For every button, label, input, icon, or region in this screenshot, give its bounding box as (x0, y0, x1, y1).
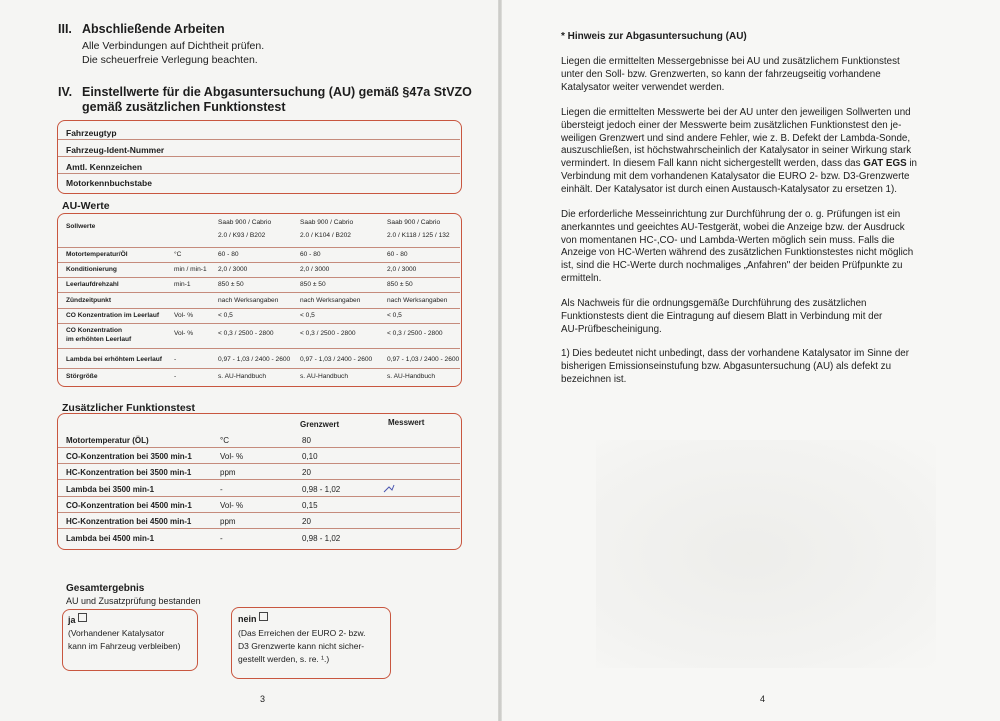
au-cell: nach Werksangaben (218, 297, 279, 304)
func-row-unit: - (220, 485, 223, 494)
func-row-unit: - (220, 534, 223, 543)
func-row-limit: 0,98 - 1,02 (302, 534, 341, 543)
au-cell: < 0,5 (300, 312, 315, 319)
au-table-heading: AU-Werte (62, 200, 110, 212)
au-header-label: Sollwerte (66, 223, 96, 230)
au-cell: 850 ± 50 (218, 281, 244, 288)
au-row-label: Motortemperatur/Öl (66, 251, 128, 258)
au-cell: < 0,3 / 2500 - 2800 (300, 330, 356, 337)
au-cell: 850 ± 50 (300, 281, 326, 288)
au-cell: 2,0 / 3000 (387, 266, 417, 273)
func-row-unit: Vol- % (220, 452, 244, 461)
right-heading: * Hinweis zur Abgasuntersuchung (AU) (561, 31, 747, 42)
footnote: 1) Dies bedeutet nicht unbedingt, dass der vorhandene Katalysator im Sinne der bisherigen Emissionseinstufung bzw. Abgasuntersuchung (AU) als defekt zu bezeichnen ist. (561, 348, 910, 385)
au-model-1-line2: 2.0 / K93 / B202 (218, 232, 266, 239)
vehicle-field-plate[interactable]: Amtl. Kennzeichen (66, 162, 143, 172)
paragraph-2: Liegen die ermittelten Messwerte bei der AU unter den jeweiligen Sollwerten und übersteigt jedoch einer der Messwerte beim zusätzlichen Funktionstest den je- weiligen Grenzwert und sind andere Fehler, wie z. B. Defekt der Lambda-Sonde, auszuschließen, ist höchstwahrscheinlich der Katalysator in seiner Wirkung stark vermindert. In diesem Fall kann nicht sichergestellt werden, dass das GAT EGS in Verbindung mit dem vorhandenen Katalysator die EURO 2- bzw. D3-Grenzwerte einhält. Der Katalysator ist durch einen Austausch-Katalysator zu ersetzen 1). (561, 107, 917, 195)
au-cell: < 0,5 (218, 312, 233, 319)
au-row-label: CO Konzentration (66, 327, 123, 334)
result-no-line2: D3 Grenzwerte kann nicht sicher- (238, 641, 365, 651)
paragraph-3: Die erforderliche Messeinrichtung zur Durchführung der o. g. Prüfungen ist ein anerkanntes und geeichtes AU-Testgerät, wobei die Anzeige bzw. der Ausdruck von momentanen HC-,CO- und Lambda-Werten möglich sein muss. Falls die Anzeige von HC-Werten während des zusätzlichen Funktionstestes nicht möglich ist, sind die HC-Werte durch nochmaliges „Anfahren" der beiden Prüfpunkte zu ermitteln. (561, 209, 914, 284)
au-cell: 850 ± 50 (387, 281, 413, 288)
au-row-label: Konditionierung (66, 266, 117, 273)
page-number-left: 3 (260, 694, 266, 704)
section3-title: Abschließende Arbeiten (82, 22, 225, 36)
book-spine (498, 0, 502, 721)
result-yes-line1: (Vorhandener Katalysator (68, 628, 165, 638)
au-cell: nach Werksangaben (300, 297, 361, 304)
func-table-heading: Zusätzlicher Funktionstest (62, 402, 196, 414)
au-cell: 0,97 - 1,03 / 2400 - 2600 (300, 356, 373, 363)
func-row-limit: 0,98 - 1,02 (302, 485, 341, 494)
au-cell: 60 - 80 (218, 251, 239, 258)
section3-line1: Alle Verbindungen auf Dichtheit prüfen. (82, 40, 265, 52)
vehicle-field-vin[interactable]: Fahrzeug-Ident-Nummer (66, 145, 165, 155)
result-no-option[interactable]: nein (238, 612, 268, 624)
section4-title-line1: Einstellwerte für die Abgasuntersuchung (AU) gemäß §47a StVZO (82, 85, 472, 99)
au-cell: s. AU-Handbuch (218, 373, 267, 380)
no-checkbox[interactable] (259, 612, 268, 621)
au-row-label: CO Konzentration im Leerlauf (66, 312, 160, 319)
au-row-unit: Vol- % (174, 330, 194, 337)
au-model-2-line1: Saab 900 / Cabrio (300, 219, 354, 226)
au-row-label: Zündzeitpunkt (66, 297, 112, 304)
au-model-3-line2: 2.0 / K118 / 125 / 132 (387, 232, 450, 239)
func-row-label: Lambda bei 4500 min-1 (66, 534, 155, 543)
func-row-label: CO-Konzentration bei 4500 min-1 (66, 501, 192, 510)
au-model-1-line1: Saab 900 / Cabrio (218, 219, 272, 226)
au-cell: < 0,3 / 2500 - 2800 (218, 330, 274, 337)
result-yes-option[interactable]: ja (68, 613, 87, 625)
result-yes-line2: kann im Fahrzeug verbleiben) (68, 641, 181, 651)
faded-background-photo (596, 440, 936, 668)
func-row-unit: ppm (220, 517, 236, 526)
section3-number: III. (58, 22, 72, 36)
func-row-limit: 0,10 (302, 452, 318, 461)
func-row-label: HC-Konzentration bei 4500 min-1 (66, 517, 192, 526)
au-row-label: Lambda bei erhöhtem Leerlauf (66, 356, 162, 363)
pen-mark-icon (383, 484, 395, 494)
func-row-limit: 80 (302, 436, 311, 445)
func-row-label: CO-Konzentration bei 3500 min-1 (66, 452, 192, 461)
section3-line2: Die scheuerfreie Verlegung beachten. (82, 54, 258, 66)
result-no-line1: (Das Erreichen der EURO 2- bzw. (238, 628, 366, 638)
func-col-limit: Grenzwert (300, 420, 340, 429)
au-cell: 2,0 / 3000 (218, 266, 248, 273)
au-row-unit: min-1 (174, 281, 191, 288)
au-cell: 0,97 - 1,03 / 2400 - 2600 (387, 356, 460, 363)
result-no-line3: gestellt werden, s. re. ¹.) (238, 654, 330, 664)
au-row-unit: Vol- % (174, 312, 194, 319)
au-cell: < 0,3 / 2500 - 2800 (387, 330, 443, 337)
au-row-unit: min / min-1 (174, 266, 207, 273)
paragraph-4: Als Nachweis für die ordnungsgemäße Durchführung des zusätzlichen Funktionstests dient die Eintragung auf diesem Blatt in Verbindung mit der AU-Prüfbescheinigung. (561, 298, 883, 335)
func-row-limit: 0,15 (302, 501, 318, 510)
au-cell: s. AU-Handbuch (387, 373, 436, 380)
au-row-label: Störgröße (66, 373, 98, 380)
au-row-unit: °C (174, 251, 182, 258)
au-cell: 0,97 - 1,03 / 2400 - 2600 (218, 356, 291, 363)
au-model-3-line1: Saab 900 / Cabrio (387, 219, 441, 226)
func-row-label: Motortemperatur (ÖL) (66, 436, 149, 445)
func-col-measured: Messwert (388, 418, 425, 427)
au-row-label-line2: im erhöhten Leerlauf (66, 336, 132, 343)
func-row-unit: °C (220, 436, 229, 445)
au-row-label: Leerlaufdrehzahl (66, 281, 119, 288)
vehicle-field-engine-code[interactable]: Motorkennbuchstabe (66, 178, 152, 188)
au-row-unit: - (174, 373, 177, 380)
func-row-limit: 20 (302, 468, 311, 477)
result-subheading: AU und Zusatzprüfung bestanden (66, 596, 201, 606)
section4-title-line2: gemäß zusätzlichen Funktionstest (82, 100, 286, 114)
au-cell: s. AU-Handbuch (300, 373, 349, 380)
au-cell: 60 - 80 (387, 251, 408, 258)
vehicle-field-type[interactable]: Fahrzeugtyp (66, 128, 117, 138)
au-cell: 2,0 / 3000 (300, 266, 330, 273)
section4-number: IV. (58, 85, 73, 99)
func-table (57, 413, 462, 550)
au-model-2-line2: 2.0 / K104 / B202 (300, 232, 351, 239)
func-row-limit: 20 (302, 517, 311, 526)
result-heading: Gesamtergebnis (66, 583, 145, 594)
page-number-right: 4 (760, 694, 766, 704)
func-row-unit: Vol- % (220, 501, 244, 510)
yes-checkbox[interactable] (78, 613, 87, 622)
paragraph-1: Liegen die ermittelten Messergebnisse bei AU und zusätzlichem Funktionstest unter den Soll- bzw. Grenzwerten, so kann der fahrzeugseitig vorhandene Katalysator weiter verwendet werden. (561, 56, 900, 93)
au-row-unit: - (174, 356, 177, 363)
au-cell: < 0,5 (387, 312, 402, 319)
func-row-label: Lambda bei 3500 min-1 (66, 485, 155, 494)
func-row-label: HC-Konzentration bei 3500 min-1 (66, 468, 192, 477)
func-row-unit: ppm (220, 468, 236, 477)
au-cell: nach Werksangaben (387, 297, 448, 304)
au-cell: 60 - 80 (300, 251, 321, 258)
